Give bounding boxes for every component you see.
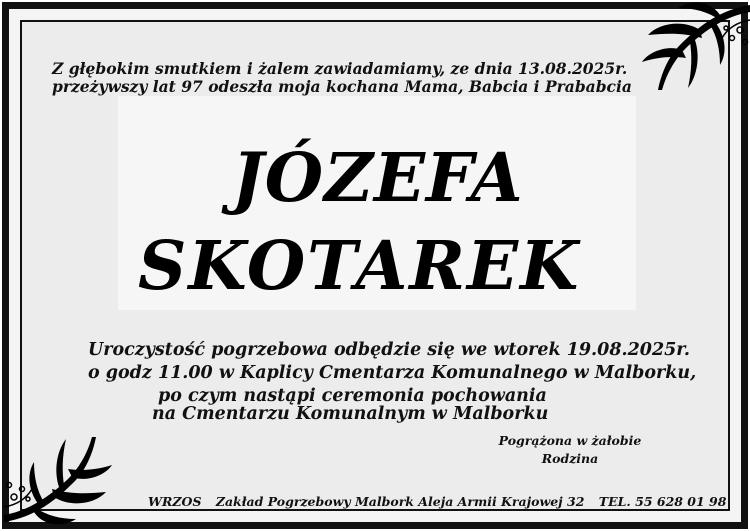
mourners-line-2: Rodzina	[541, 451, 599, 466]
leaf-branch-icon	[4, 432, 154, 527]
mourners-line-1: Pogrążona w żałobie	[498, 433, 642, 448]
funeral-home-details: Zakład Pogrzebowy Malbork Aleja Armii Krajowej 32	[215, 494, 585, 509]
intro-line-1: Z głębokim smutkiem i żalem zawiadamiamy, ze dnia 13.08.2025r.	[52, 59, 628, 78]
funeral-home-phone: TEL. 55 628 01 98	[598, 494, 727, 509]
ceremony-line-1: Uroczystość pogrzebowa odbędzie się we wtorek 19.08.2025r.	[88, 340, 691, 360]
deceased-first-name: JÓZEFA	[232, 138, 524, 217]
deceased-last-name: SKOTAREK	[138, 226, 581, 305]
ceremony-line-2: o godz 11.00 w Kaplicy Cmentarza Komunalnego w Malborku,	[88, 363, 697, 383]
funeral-home-footer	[148, 495, 736, 509]
ceremony-line-3: po czym nastąpi ceremonia pochowania	[158, 386, 547, 406]
ceremony-line-4: na Cmentarzu Komunalnym w Malborku	[152, 404, 549, 424]
intro-line-2: przeżywszy lat 97 odeszła moja kochana Mama, Babcia i Prababcia	[52, 76, 632, 96]
intro-panel	[118, 96, 636, 130]
funeral-home-name: WRZOS	[148, 494, 202, 509]
intro-text	[52, 60, 632, 96]
